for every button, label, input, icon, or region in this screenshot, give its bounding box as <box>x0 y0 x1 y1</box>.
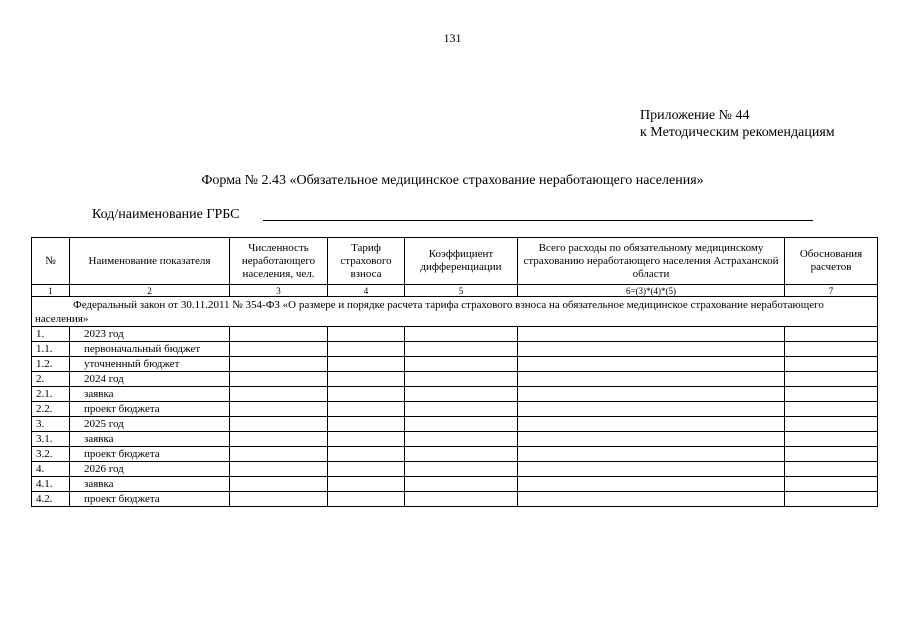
column-header-5: Коэффициент дифференциации <box>405 238 518 285</box>
value-cell-col-5[interactable] <box>405 462 518 477</box>
value-cell-col-5[interactable] <box>405 402 518 417</box>
column-header-2: Наименование показателя <box>70 238 230 285</box>
appendix-line-1: Приложение № 44 <box>640 108 750 123</box>
value-cell-col-7[interactable] <box>785 432 878 447</box>
table-row <box>32 477 878 492</box>
row-number-cell: 2.1. <box>32 387 70 402</box>
value-cell-col-5[interactable] <box>405 447 518 462</box>
column-number-5: 5 <box>405 285 518 297</box>
appendix-header <box>640 107 835 141</box>
value-cell-col-4[interactable] <box>328 477 405 492</box>
value-cell-col-6[interactable] <box>518 492 785 507</box>
value-cell-col-7[interactable] <box>785 417 878 432</box>
value-cell-col-3[interactable] <box>230 327 328 342</box>
value-cell-col-6[interactable] <box>518 342 785 357</box>
indicator-name-cell: заявка <box>70 432 230 447</box>
value-cell-col-3[interactable] <box>230 402 328 417</box>
value-cell-col-4[interactable] <box>328 372 405 387</box>
value-cell-col-6[interactable] <box>518 387 785 402</box>
value-cell-col-7[interactable] <box>785 342 878 357</box>
value-cell-col-7[interactable] <box>785 402 878 417</box>
table-row <box>32 492 878 507</box>
column-number-6: 6=(3)*(4)*(5) <box>518 285 785 297</box>
value-cell-col-5[interactable] <box>405 417 518 432</box>
value-cell-col-3[interactable] <box>230 357 328 372</box>
value-cell-col-5[interactable] <box>405 357 518 372</box>
value-cell-col-3[interactable] <box>230 342 328 357</box>
value-cell-col-4[interactable] <box>328 447 405 462</box>
indicator-name-cell: 2024 год <box>70 372 230 387</box>
value-cell-col-3[interactable] <box>230 387 328 402</box>
value-cell-col-3[interactable] <box>230 492 328 507</box>
value-cell-col-4[interactable] <box>328 357 405 372</box>
grbs-label: Код/наименование ГРБС <box>92 207 240 222</box>
column-number-7: 7 <box>785 285 878 297</box>
value-cell-col-6[interactable] <box>518 447 785 462</box>
value-cell-col-7[interactable] <box>785 357 878 372</box>
row-number-cell: 1.1. <box>32 342 70 357</box>
value-cell-col-6[interactable] <box>518 417 785 432</box>
value-cell-col-4[interactable] <box>328 327 405 342</box>
value-cell-col-6[interactable] <box>518 402 785 417</box>
indicator-name-cell: проект бюджета <box>70 402 230 417</box>
indicator-name-cell: проект бюджета <box>70 447 230 462</box>
row-number-cell: 3. <box>32 417 70 432</box>
row-number-cell: 4.1. <box>32 477 70 492</box>
row-number-cell: 2. <box>32 372 70 387</box>
indicator-name-cell: уточненный бюджет <box>70 357 230 372</box>
value-cell-col-7[interactable] <box>785 372 878 387</box>
value-cell-col-4[interactable] <box>328 387 405 402</box>
value-cell-col-4[interactable] <box>328 402 405 417</box>
value-cell-col-4[interactable] <box>328 492 405 507</box>
value-cell-col-5[interactable] <box>405 492 518 507</box>
value-cell-col-4[interactable] <box>328 417 405 432</box>
value-cell-col-4[interactable] <box>328 342 405 357</box>
table-row <box>32 447 878 462</box>
value-cell-col-6[interactable] <box>518 357 785 372</box>
column-number-3: 3 <box>230 285 328 297</box>
column-number-4: 4 <box>328 285 405 297</box>
row-number-cell: 3.2. <box>32 447 70 462</box>
table-row <box>32 387 878 402</box>
table-row <box>32 327 878 342</box>
indicator-name-cell: заявка <box>70 387 230 402</box>
value-cell-col-7[interactable] <box>785 387 878 402</box>
page-number: 131 <box>443 31 462 45</box>
row-number-cell: 4.2. <box>32 492 70 507</box>
value-cell-col-4[interactable] <box>328 462 405 477</box>
column-header-3: Численность неработающего населения, чел. <box>230 238 328 285</box>
value-cell-col-3[interactable] <box>230 477 328 492</box>
law-reference-cell: Федеральный закон от 30.11.2011 № 354-ФЗ «О размере и порядке расчета тарифа страхового взноса на обязательное медицинское страхование неработающего населения» <box>32 297 878 327</box>
value-cell-col-6[interactable] <box>518 462 785 477</box>
table-row <box>32 372 878 387</box>
value-cell-col-6[interactable] <box>518 327 785 342</box>
indicator-name-cell: 2023 год <box>70 327 230 342</box>
value-cell-col-5[interactable] <box>405 432 518 447</box>
value-cell-col-5[interactable] <box>405 372 518 387</box>
column-number-1: 1 <box>32 285 70 297</box>
value-cell-col-3[interactable] <box>230 447 328 462</box>
insurance-table <box>31 237 878 507</box>
column-header-6: Всего расходы по обязательному медицинскому страхованию неработающего населения Астраханской области <box>518 238 785 285</box>
grbs-input-line[interactable] <box>263 220 813 221</box>
table-row <box>32 402 878 417</box>
value-cell-col-3[interactable] <box>230 432 328 447</box>
table-row <box>32 417 878 432</box>
column-header-1: № <box>32 238 70 285</box>
value-cell-col-5[interactable] <box>405 387 518 402</box>
value-cell-col-6[interactable] <box>518 432 785 447</box>
indicator-name-cell: проект бюджета <box>70 492 230 507</box>
value-cell-col-6[interactable] <box>518 477 785 492</box>
value-cell-col-7[interactable] <box>785 447 878 462</box>
value-cell-col-4[interactable] <box>328 432 405 447</box>
value-cell-col-7[interactable] <box>785 492 878 507</box>
indicator-name-cell: первоначальный бюджет <box>70 342 230 357</box>
value-cell-col-3[interactable] <box>230 417 328 432</box>
column-number-row <box>32 285 878 297</box>
indicator-name-cell: заявка <box>70 477 230 492</box>
value-cell-col-6[interactable] <box>518 372 785 387</box>
row-number-cell: 3.1. <box>32 432 70 447</box>
row-number-cell: 4. <box>32 462 70 477</box>
row-number-cell: 1.2. <box>32 357 70 372</box>
value-cell-col-5[interactable] <box>405 477 518 492</box>
table-row <box>32 357 878 372</box>
column-number-2: 2 <box>70 285 230 297</box>
column-header-7: Обоснования расчетов <box>785 238 878 285</box>
row-number-cell: 1. <box>32 327 70 342</box>
value-cell-col-5[interactable] <box>405 327 518 342</box>
value-cell-col-7[interactable] <box>785 477 878 492</box>
indicator-name-cell: 2025 год <box>70 417 230 432</box>
appendix-line-2: к Методическим рекомендациям <box>640 125 835 140</box>
value-cell-col-7[interactable] <box>785 462 878 477</box>
value-cell-col-5[interactable] <box>405 342 518 357</box>
value-cell-col-3[interactable] <box>230 462 328 477</box>
row-number-cell: 2.2. <box>32 402 70 417</box>
form-title: Форма № 2.43 «Обязательное медицинское страхование неработающего населения» <box>201 173 704 188</box>
value-cell-col-7[interactable] <box>785 327 878 342</box>
table-row <box>32 432 878 447</box>
indicator-name-cell: 2026 год <box>70 462 230 477</box>
value-cell-col-3[interactable] <box>230 372 328 387</box>
table-row <box>32 462 878 477</box>
header-row <box>32 238 878 285</box>
table-row <box>32 342 878 357</box>
column-header-4: Тариф страхового взноса <box>328 238 405 285</box>
